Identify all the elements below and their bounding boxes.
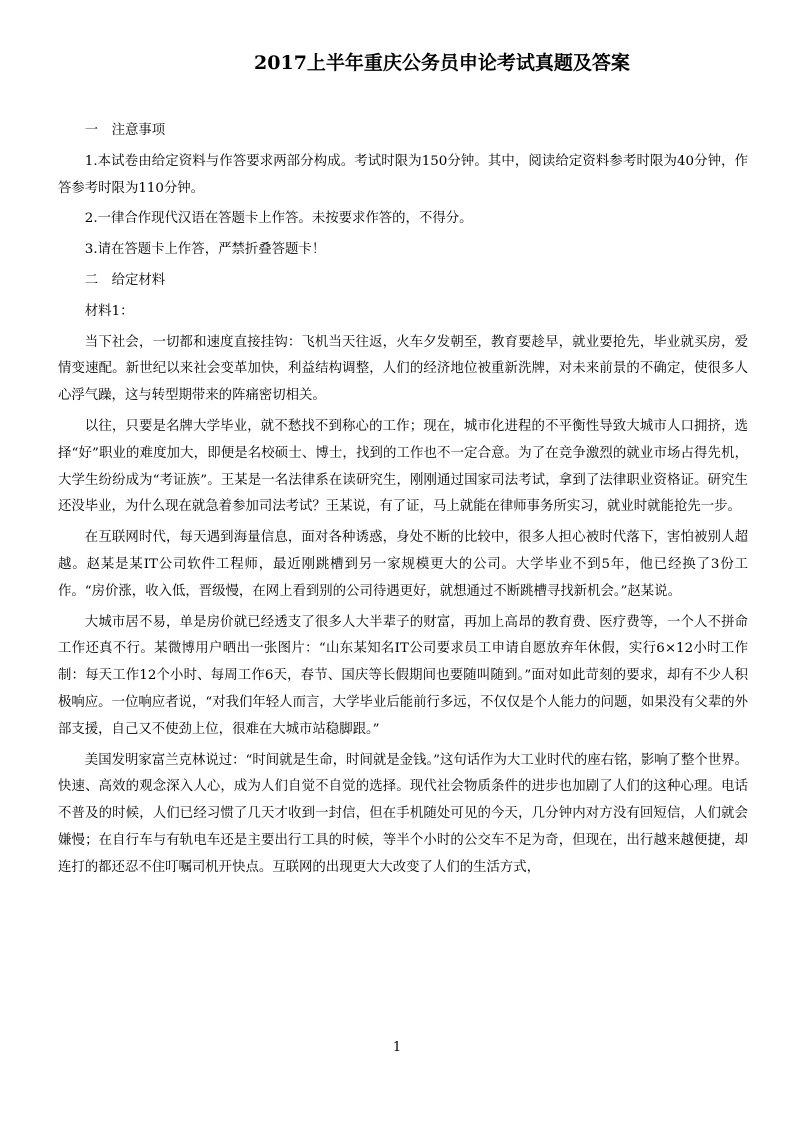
page-number: 1: [392, 1040, 402, 1055]
notice-item-1: 1.本试卷由给定资料与作答要求两部分构成。考试时限为150分钟。其中，阅读给定资料参考时限为40分钟，作答参考时限为110分钟。: [58, 153, 748, 196]
material-heading: 二 给定材料: [84, 272, 166, 288]
paragraph: 美国发明家富兰克林说过：“时间就是生命，时间就是金钱。”这句话作为大工业时代的座右铭，影响了整个世界。快速、高效的观念深入人心，成为人们自觉不自觉的选择。现代社会物质条件的进步也加剧了人们的这种心理。电话不普及的时候，人们已经习惯了几天才收到一封信，但在手机随处可见的今天，几分钟内对方没有回短信，人们就会嫌慢；在自行车与有轨电车还是主要出行工具的时候，等半个小时的公交车不足为奇，但现在，出行越来越便捷，却连打的都还忍不住叮嘱司机开快点。互联网的出现更大大改变了人们的生活方式，: [58, 752, 748, 875]
notice-item-3: 3.请在答题卡上作答，严禁折叠答题卡！: [84, 242, 326, 258]
paragraph: 当下社会，一切都和速度直接挂钩：飞机当天往返，火车夕发朝至，教育要趁早，就业要抢先，毕业就买房，爱情变速配。新世纪以来社会变革加快，利益结构调整，人们的经济地位被重新洗牌，对未来前景的不确定，使很多人心浮气躁，这与转型期带来的阵痛密切相关。: [58, 334, 748, 404]
paragraph: 大城市居不易，单是房价就已经透支了很多人大半辈子的财富，再加上高昂的教育费、医疗费等，一个人不拼命工作还真不行。某微博用户晒出一张图片：“山东某知名IT公司要求员工申请自愿放弃年休假，实行6×12小时工作制：每天工作12个小时、每周工作6天，春节、国庆等长假期间也要随叫随到。”面对如此苛刻的要求，却有不少人积极响应。一位响应者说，“对我们年轻人而言，大学毕业后能前行多远，不仅仅是个人能力的问题，如果没有父辈的外部支援，自己又不使劲上位，很难在大城市站稳脚跟。”: [58, 614, 748, 737]
document-body: [58, 118, 748, 886]
paragraph: 在互联网时代，每天遇到海量信息，面对各种诱惑，身处不断的比较中，很多人担心被时代落下，害怕被别人超越。赵某是某IT公司软件工程师，最近刚跳槽到另一家规模更大的公司。大学毕业不到5年，他已经换了3份工作。“房价涨，收入低，晋级慢，在网上看到别的公司待遇更好，就想通过不断跳槽寻找新机会。”赵某说。: [58, 530, 748, 599]
material-1-label: 材料1：: [84, 303, 134, 319]
notice-item-2: 2.一律合作现代汉语在答题卡上作答。未按要求作答的，不得分。: [84, 211, 473, 227]
paragraph: 以往，只要是名牌大学毕业，就不愁找不到称心的工作；现在，城市化进程的不平衡性导致大城市人口拥挤，选择“好”职业的难度加大，即便是名校硕士、博士，找到的工作也不一定合意。为了在竞争激烈的就业市场占得先机，大学生纷纷成为“考证族”。王某是一名法律系在读研究生，刚刚通过国家司法考试，拿到了法律职业资格证。研究生还没毕业，为什么现在就急着参加司法考试？王某说，有了证，马上就能在律师事务所实习，就业时就能抢先一步。: [58, 418, 748, 515]
page-title: 2017上半年重庆公务员申论考试真题及答案: [254, 52, 630, 74]
notice-heading: 一 注意事项: [84, 123, 166, 138]
